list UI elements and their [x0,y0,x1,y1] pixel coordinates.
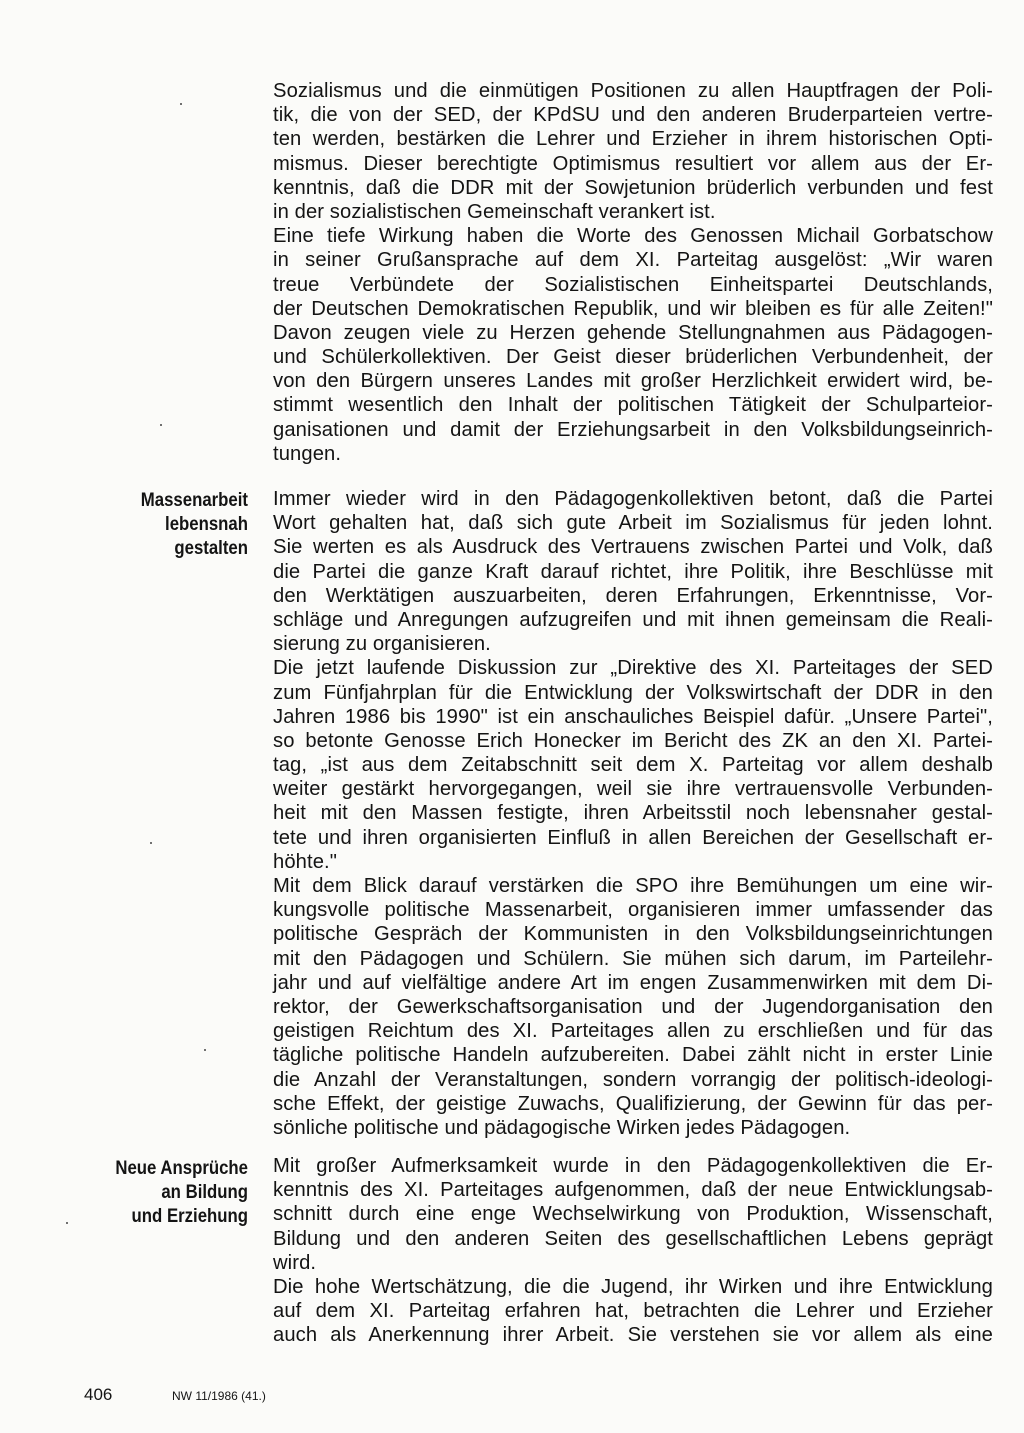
text-line: Jahren 1986 bis 1990" ist ein anschauliches Beispiel dafür. „Unsere Partei", [273,705,993,728]
text-line: Sozialismus und die einmütigen Positionen zu allen Hauptfragen der Poli- [273,80,993,102]
text-line: kungsvolle politische Massenarbeit, organisieren immer umfassender das [273,899,993,922]
heading-line: Massenarbeit [140,489,248,511]
text-line: kenntnis, daß die DDR mit der Sowjetunion brüderlich verbunden und fest [273,176,993,199]
text-line: heit mit den Massen festigte, ihren Arbeitsstil noch lebensnaher gestal- [273,802,993,825]
section-1-text [273,79,993,466]
text-line: von den Bürgern unseres Landes mit großer Herzlichkeit erwidert wird, be- [273,370,993,393]
margin-heading-massenarbeit [85,488,248,560]
text-line: weiter gestärkt hervorgegangen, weil sie ihre vertrauensvolle Verbunden- [273,778,993,801]
text-line: schläge und Anregungen aufzugreifen und mit ihnen gemeinsam die Reali- [273,608,993,631]
text-line: tungen. [273,442,342,465]
scan-speck [66,1222,68,1224]
text-line: Wort gehalten hat, daß sich gute Arbeit im Sozialismus für jeden lohnt. [273,512,993,535]
text-line: Immer wieder wird in den Pädagogenkollektiven betont, daß die Partei [273,488,993,510]
text-line: ganisationen und damit der Erziehungsarbeit in den Volksbildungseinrich- [273,418,993,441]
text-line: politische Gespräch der Kommunisten in den Volksbildungseinrichtungen [273,923,993,946]
heading-line: an Bildung [161,1181,248,1203]
text-line: Mit dem Blick darauf verstärken die SPO ihre Bemühungen um eine wir- [273,875,993,897]
scan-speck [160,424,162,426]
scan-speck [150,842,152,844]
text-line: Sie werten es als Ausdruck des Vertrauens zwischen Partei und Volk, daß [273,536,993,559]
text-line: in der sozialistischen Gemeinschaft verankert ist. [273,200,716,223]
text-line: rektor, der Gewerkschaftsorganisation und der Jugendorganisation den [273,995,993,1018]
page-number: 406 [84,1385,113,1404]
text-line: Bildung und den anderen Seiten des gesellschaftlichen Lebens geprägt [273,1227,993,1250]
scan-speck [180,103,182,105]
text-line: stimmt wesentlich den Inhalt der politischen Tätigkeit der Schulparteior- [273,394,993,417]
text-line: in seiner Grußansprache auf dem XI. Parteitag ausgelöst: „Wir waren [273,249,993,272]
text-line: sierung zu organisieren. [273,633,491,656]
text-line: tägliche politische Handeln aufzubereiten. Dabei zählt nicht in erster Linie [273,1044,993,1067]
heading-line: und Erziehung [131,1205,248,1227]
text-line: treue Verbündete der Sozialistischen Einheitspartei Deutschlands, [273,273,993,296]
text-line: Davon zeugen viele zu Herzen gehende Stellungnahmen aus Pädagogen- [273,321,993,344]
text-line: tag, „ist aus dem Zeitabschnitt seit dem X. Parteitag vor allem deshalb [273,754,993,777]
section-3-text [273,1154,993,1348]
text-line: Eine tiefe Wirkung haben die Worte des Genossen Michail Gorbatschow [273,225,993,248]
text-line: auch als Anerkennung ihrer Arbeit. Sie verstehen sie vor allem als eine [273,1324,993,1347]
text-line: Die hohe Wertschätzung, die die Jugend, ihr Wirken und ihre Entwicklung [273,1275,993,1298]
text-line: jahr und auf vielfältige andere Art im engen Zusammenwirken mit dem Di- [273,971,993,994]
text-line: tik, die von der SED, der KPdSU und den anderen Bruderparteien vertre- [273,104,993,127]
text-line: mit den Pädagogen und Schülern. Sie mühen sich darum, im Parteilehr- [273,947,993,970]
text-line: der Deutschen Demokratischen Republik, und wir bleiben es für alle Zeiten!" [273,297,993,320]
text-line: wird. [273,1251,317,1274]
text-line: so betonte Genosse Erich Honecker im Bericht des ZK an den XI. Partei- [273,729,993,752]
heading-line: Neue Ansprüche [115,1157,248,1179]
text-line: und Schülerkollektiven. Der Geist dieser brüderlichen Verbundenheit, der [273,346,993,369]
text-line: den Werktätigen auszuarbeiten, deren Erfahrungen, Erkenntnisse, Vor- [273,584,993,607]
text-line: Mit großer Aufmerksamkeit wurde in den Pädagogenkollektiven die Er- [273,1155,993,1177]
text-line: tete und ihren organisierten Einfluß in allen Bereichen der Gesellschaft er- [273,826,993,849]
text-line: geistigen Reichtum des XI. Parteitages allen zu erschließen und für das [273,1020,993,1043]
text-line: die Partei die ganze Kraft darauf richtet, ihre Politik, ihre Beschlüsse mit [273,560,993,583]
heading-line: lebensnah [165,513,248,535]
text-line: sche Effekt, der geistige Zuwachs, Qualifizierung, der Gewinn für das per- [273,1092,993,1115]
scan-speck [204,1049,206,1051]
margin-heading-neue-ansprueche [85,1156,248,1228]
section-2-text [273,487,993,1140]
text-line: auf dem XI. Parteitag erfahren hat, betrachten die Lehrer und Erzieher [273,1300,993,1323]
text-line: die Anzahl der Veranstaltungen, sondern vorrangig der politisch-ideologi- [273,1068,993,1091]
text-line: mismus. Dieser berechtigte Optimismus resultiert vor allem aus der Er- [273,152,993,175]
text-line: zum Fünfjahrplan für die Entwicklung der Volkswirtschaft der DDR in den [273,681,993,704]
source-reference: NW 11/1986 (41.) [172,1389,266,1403]
heading-line: gestalten [174,537,248,559]
text-line: ten werden, bestärken die Lehrer und Erzieher in ihrem historischen Opti- [273,128,993,151]
text-line: schnitt durch eine enge Wechselwirkung von Produktion, Wissenschaft, [273,1203,993,1226]
text-line: kenntnis des XI. Parteitages aufgenommen, daß der neue Entwicklungsab- [273,1179,993,1202]
text-line: höhte." [273,850,337,873]
text-line: Die jetzt laufende Diskussion zur „Direktive des XI. Parteitages der SED [273,657,993,680]
text-line: sönliche politische und pädagogische Wirken jedes Pädagogen. [273,1116,851,1139]
